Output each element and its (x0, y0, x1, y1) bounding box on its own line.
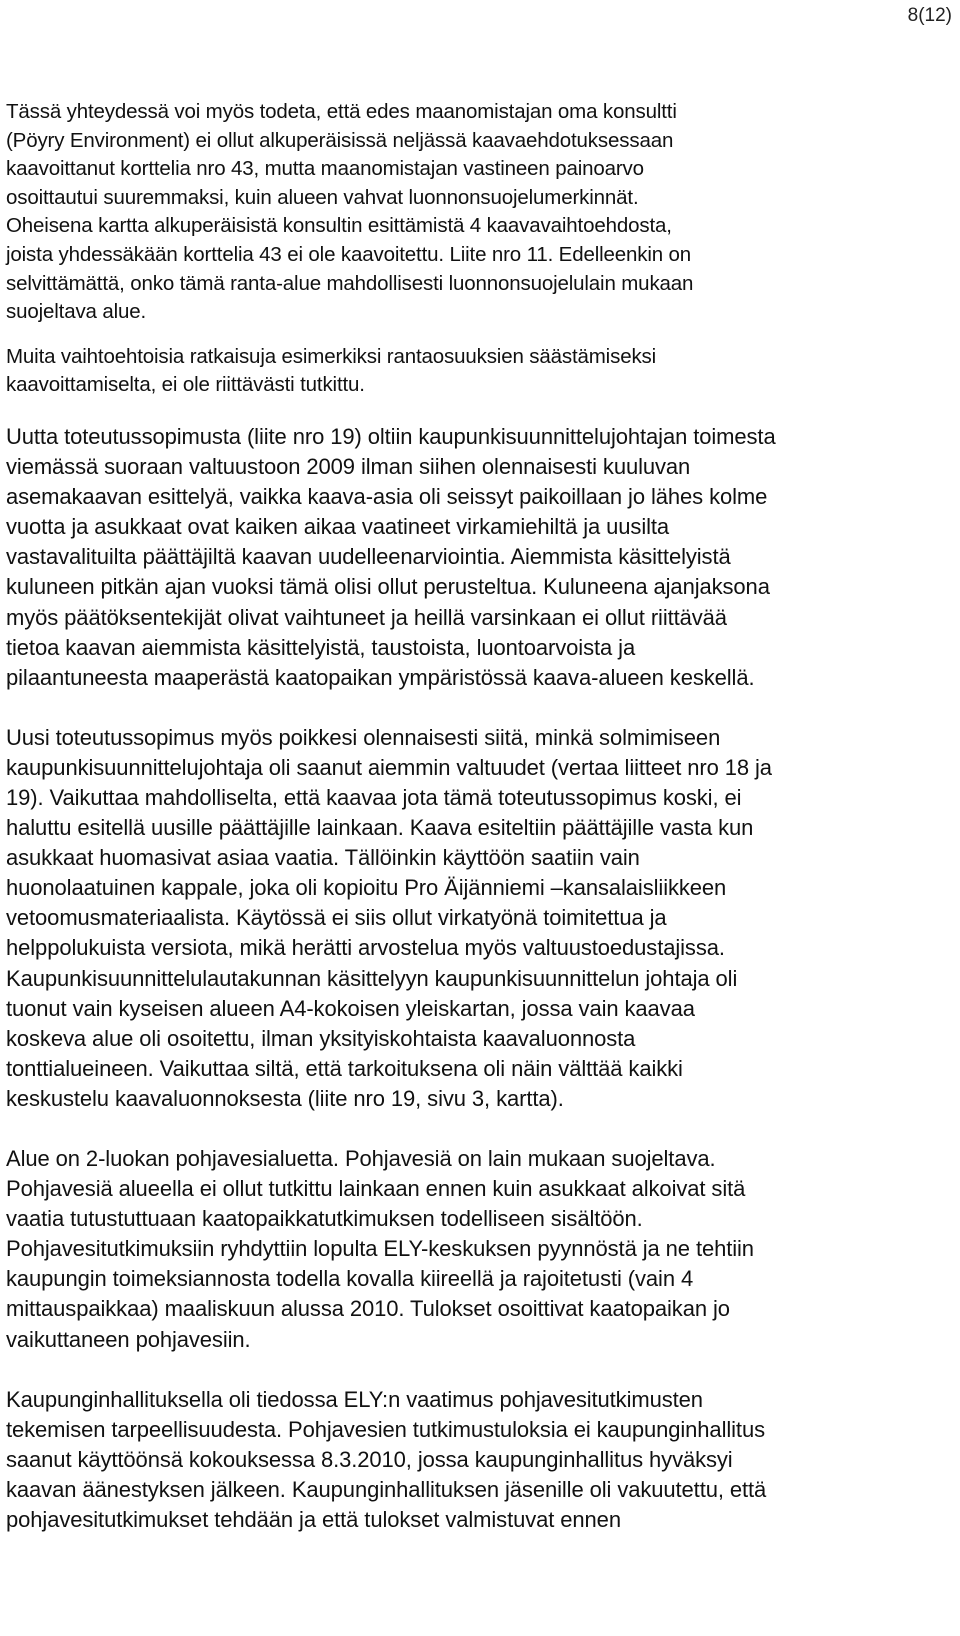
text-line: helppolukuista versiota, mikä herätti arvostelua myös valtuustoedustajissa. (6, 935, 725, 961)
text-line: vastavalituilta päättäjiltä kaavan uudelleenarviointia. Aiemmista käsittelyistä (6, 544, 731, 570)
paragraph-1 (6, 98, 906, 327)
text-line: kaavoittanut korttelia nro 43, mutta maanomistajan vastineen painoarvo (6, 157, 644, 181)
text-line: Tässä yhteydessä voi myös todeta, että edes maanomistajan oma konsultti (6, 100, 677, 123)
paragraph-5 (6, 1144, 906, 1355)
paragraph-gap (6, 1114, 906, 1144)
text-line: kaavoittamiselta, ei ole riittävästi tutkittu. (6, 373, 365, 397)
paragraph-gap (6, 693, 906, 723)
text-line: suojeltava alue. (6, 300, 147, 324)
text-line: Pohjavesitutkimuksiin ryhdyttiin lopulta ELY-keskuksen pyynnöstä ja ne tehtiin (6, 1236, 754, 1262)
text-line: vaatia tutustuttuaan kaatopaikkatutkimuksen todelliseen sisältöön. (6, 1206, 643, 1232)
paragraph-gap (6, 1355, 906, 1385)
paragraph-3 (6, 422, 906, 693)
text-line: viemässä suoraan valtuustoon 2009 ilman siihen olennaisesti kuuluvan (6, 454, 691, 480)
text-line: joista yhdessäkään korttelia 43 ei ole kaavoitettu. Liite nro 11. Edelleenkin on (6, 242, 692, 266)
text-line: 19). Vaikuttaa mahdolliselta, että kaavaa jota tämä toteutussopimus koski, ei (6, 784, 742, 810)
paragraph-2 (6, 343, 906, 400)
text-line: osoittautui suuremmaksi, kuin alueen vahvat luonnonsuojelumerkinnät. (6, 185, 639, 209)
text-line: huonolaatuinen kappale, joka oli kopioitu Pro Äijänniemi –kansalaisliikkeen (6, 875, 727, 901)
text-line: saanut käyttöönsä kokouksessa 8.3.2010, jossa kaupunginhallitus hyväksyi (6, 1446, 733, 1472)
text-line: Uutta toteutussopimusta (liite nro 19) oltiin kaupunkisuunnittelujohtajan toimesta (6, 423, 776, 449)
page-number: 8(12) (907, 5, 952, 26)
text-line: kuluneen pitkän ajan vuoksi tämä olisi ollut perusteltua. Kuluneena ajanjaksona (6, 574, 770, 600)
text-line: vuotta ja asukkaat ovat kaiken aikaa vaatineet virkamiehiltä ja uusilta (6, 514, 670, 540)
text-line: vaikuttaneen pohjavesiin. (6, 1326, 251, 1352)
text-line: kaupungin toimeksiannosta todella kovalla kiireellä ja rajoitetusti (vain 4 (6, 1266, 694, 1292)
paragraph-6 (6, 1385, 906, 1535)
text-line: keskustelu kaavaluonnoksesta (liite nro 19, sivu 3, kartta). (6, 1085, 564, 1111)
document-body (6, 98, 906, 1535)
text-line: mittauspaikkaa) maaliskuun alussa 2010. Tulokset osoittivat kaatopaikan jo (6, 1296, 730, 1322)
text-line: tekemisen tarpeellisuudesta. Pohjavesien tutkimustuloksia ei kaupunginhallitus (6, 1416, 765, 1442)
text-line: Uusi toteutussopimus myös poikkesi olennaisesti siitä, minkä solmimiseen (6, 724, 721, 750)
text-line: vetoomusmateriaalista. Käytössä ei siis ollut virkatyönä toimitettua ja (6, 905, 667, 931)
text-line: pohjavesitutkimukset tehdään ja että tulokset valmistuvat ennen (6, 1507, 621, 1533)
text-line: pilaantuneesta maaperästä kaatopaikan ympäristössä kaava-alueen keskellä. (6, 664, 755, 690)
paragraph-gap (6, 400, 906, 422)
text-line: Kaupunkisuunnittelulautakunnan käsittelyyn kaupunkisuunnittelun johtaja oli (6, 965, 738, 991)
text-line: myös päätöksentekijät olivat vaihtuneet ja heillä varsinkaan ei ollut riittävää (6, 604, 727, 630)
text-line: kaavan äänestyksen jälkeen. Kaupunginhallituksen jäsenille oli vakuutettu, että (6, 1476, 767, 1502)
text-line: selvittämättä, onko tämä ranta-alue mahdollisesti luonnonsuojelulain mukaan (6, 271, 694, 295)
text-line: koskeva alue oli osoitettu, ilman yksityiskohtaista kaavaluonnosta (6, 1025, 636, 1051)
text-line: tonttialueineen. Vaikuttaa siltä, että tarkoituksena oli näin välttää kaikki (6, 1055, 683, 1081)
paragraph-gap (6, 327, 906, 343)
text-line: haluttu esitellä uusille päättäjille lainkaan. Kaava esiteltiin päättäjille vasta kun (6, 815, 754, 841)
text-line: tuonut vain kyseisen alueen A4-kokoisen yleiskartan, jossa vain kaavaa (6, 995, 695, 1021)
text-line: Pohjavesiä alueella ei ollut tutkittu lainkaan ennen kuin asukkaat alkoivat sitä (6, 1176, 746, 1202)
text-line: tietoa kaavan aiemmista käsittelyistä, taustoista, luontoarvoista ja (6, 634, 636, 660)
paragraph-4 (6, 723, 906, 1114)
text-line: Oheisena kartta alkuperäisistä konsultin esittämistä 4 kaavavaihtoehdosta, (6, 214, 672, 238)
text-line: asemakaavan esittelyä, vaikka kaava-asia oli seissyt paikoillaan jo lähes kolme (6, 484, 768, 510)
text-line: Alue on 2-luokan pohjavesialuetta. Pohjavesiä on lain mukaan suojeltava. (6, 1146, 716, 1171)
text-line: (Pöyry Environment) ei ollut alkuperäisissä neljässä kaavaehdotuksessaan (6, 128, 674, 152)
text-line: kaupunkisuunnittelujohtaja oli saanut aiemmin valtuudet (vertaa liitteet nro 18 ja (6, 754, 772, 780)
text-line: asukkaat huomasivat asiaa vaatia. Tällöinkin käyttöön saatiin vain (6, 845, 640, 871)
text-line: Kaupunginhallituksella oli tiedossa ELY:n vaatimus pohjavesitutkimusten (6, 1386, 703, 1412)
text-line: Muita vaihtoehtoisia ratkaisuja esimerkiksi rantaosuuksien säästämiseksi (6, 344, 657, 368)
